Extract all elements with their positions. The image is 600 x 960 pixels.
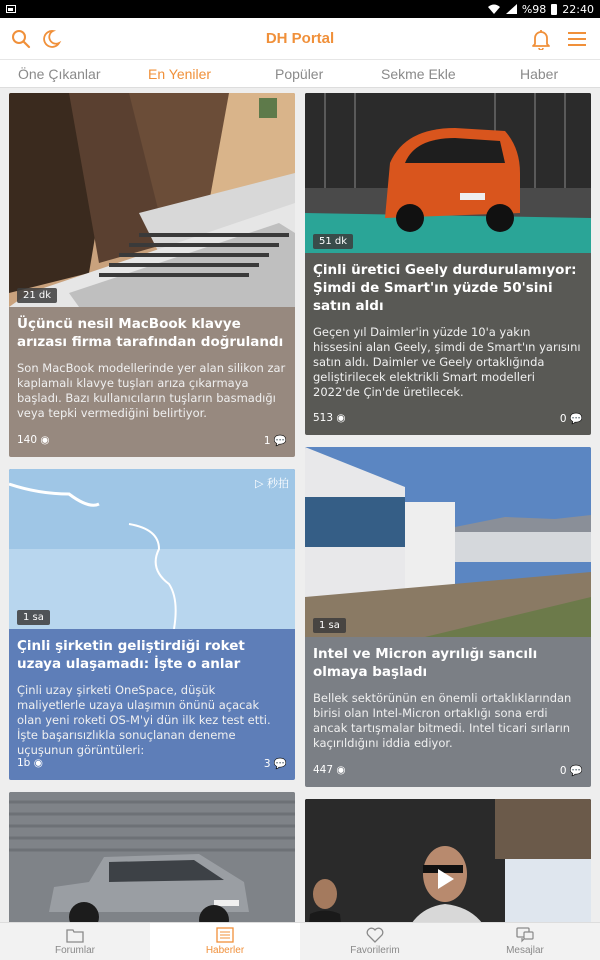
card-summary: Geçen yıl Daimler'in yüzde 10'a yakın hissesini alan Geely, şimdi de Smart'ın yarısını satın aldı. Daimler ve Geely ortaklığında geliştirilecek elektrikli Smart modelleri 2022'de Çin'de üretilecek. xyxy=(313,325,581,399)
news-image-macbook xyxy=(9,93,295,307)
tab-featured[interactable]: Öne Çıkanlar xyxy=(18,66,101,82)
signal-icon xyxy=(506,4,517,14)
battery-percent: %98 xyxy=(521,2,547,16)
eye-icon: ◉ xyxy=(33,757,43,769)
time-badge: 1 sa xyxy=(313,618,346,633)
tab-add-tab[interactable]: Sekme Ekle xyxy=(381,66,456,82)
nav-label: Favorilerim xyxy=(350,945,400,956)
card-meta xyxy=(313,412,583,425)
comment-count: 3 💬 xyxy=(263,758,287,770)
video-watermark: ▷ 秒拍 xyxy=(255,477,289,490)
card-meta xyxy=(313,764,583,777)
bottom-navigation xyxy=(0,922,600,960)
battery-icon xyxy=(551,4,557,15)
nav-favorites[interactable] xyxy=(300,923,450,960)
nav-forums[interactable] xyxy=(0,923,150,960)
comment-icon: 💬 xyxy=(273,758,287,770)
play-icon[interactable] xyxy=(438,869,454,889)
hamburger-menu-icon[interactable] xyxy=(566,28,588,50)
view-count: 513 ◉ xyxy=(313,412,346,424)
eye-icon: ◉ xyxy=(336,412,346,424)
news-image-factory xyxy=(305,447,591,637)
card-body xyxy=(305,637,591,759)
card-title: Çinli üretici Geely durdurulamıyor: Şimdi de Smart'ın yüzde 50'sini satın aldı xyxy=(313,262,577,314)
category-tabs xyxy=(0,60,600,88)
status-bar xyxy=(0,0,600,18)
card-meta xyxy=(17,757,287,770)
tab-popular[interactable]: Popüler xyxy=(275,66,324,82)
tab-latest[interactable]: En Yeniler xyxy=(148,66,212,82)
news-card-rocket[interactable] xyxy=(9,469,295,780)
comment-icon: 💬 xyxy=(569,413,583,425)
time-badge: 1 sa xyxy=(17,610,50,625)
nav-label: Haberler xyxy=(205,945,245,956)
nav-label: Mesajlar xyxy=(506,945,544,956)
time-badge: 51 dk xyxy=(313,234,353,249)
comment-count: 0 💬 xyxy=(559,765,583,777)
app-title: DH Portal xyxy=(265,30,335,47)
card-summary: Son MacBook modellerinde yer alan silikon zar kaplamalı klavye tuşları arıza çıkarmaya başladı. Bazı kullanıcıların tuşların basmadığı veya tepki vermediğini belirtiyor. xyxy=(17,361,286,420)
app-bar xyxy=(0,18,600,60)
view-count: 140 ◉ xyxy=(17,434,50,446)
news-card-intel-micron[interactable] xyxy=(305,447,591,787)
card-meta xyxy=(17,434,287,447)
nav-label: Forumlar xyxy=(54,945,95,956)
comment-count: 1 💬 xyxy=(263,435,287,447)
news-card-geely-smart[interactable] xyxy=(305,93,591,435)
card-summary: Bellek sektörünün en önemli ortaklıklarından birisi olan Intel-Micron ortaklığı sona erdi ancak tartışmalar bitmedi. Intel ticari sırların kaçırıldığını iddia ediyor. xyxy=(313,691,572,750)
wifi-icon xyxy=(487,4,501,14)
comment-icon: 💬 xyxy=(569,765,583,777)
card-body xyxy=(9,307,295,429)
news-image-smart-car xyxy=(305,93,591,253)
view-count: 1b ◉ xyxy=(17,757,43,769)
eye-icon: ◉ xyxy=(336,764,346,776)
newspaper-icon xyxy=(216,927,234,943)
card-body xyxy=(9,629,295,766)
clock: 22:40 xyxy=(562,2,594,16)
card-title: Intel ve Micron ayrılığı sancılı olmaya başladı xyxy=(313,646,538,680)
chat-icon xyxy=(516,927,534,943)
card-summary: Çinli uzay şirketi OneSpace, düşük maliyetlerle uzaya ulaşımın önünü açacak olan yeni roketi OS-M'yi dün ilk kez test etti. İşte başarısızlıkla sonuçlanan deneme uçuşunun görüntüleri: xyxy=(17,683,271,757)
nav-news[interactable] xyxy=(150,923,300,960)
gallery-notification-icon xyxy=(6,5,16,13)
bell-icon[interactable] xyxy=(530,28,552,50)
nav-messages[interactable] xyxy=(450,923,600,960)
comment-icon: 💬 xyxy=(273,435,287,447)
time-badge: 21 dk xyxy=(17,288,57,303)
news-card-macbook[interactable] xyxy=(9,93,295,457)
card-body xyxy=(305,253,591,408)
comment-count: 0 💬 xyxy=(559,413,583,425)
view-count: 447 ◉ xyxy=(313,764,346,776)
tab-news[interactable]: Haber xyxy=(520,66,559,82)
card-title: Üçüncü nesil MacBook klavye arızası firma tarafından doğrulandı xyxy=(17,316,284,350)
folder-icon xyxy=(66,927,84,943)
eye-icon: ◉ xyxy=(40,434,50,446)
card-title: Çinli şirketin geliştirdiği roket uzaya ulaşamadı: İşte o anlar xyxy=(17,638,245,672)
heart-icon xyxy=(366,927,384,943)
news-image-rocket-trail xyxy=(9,469,295,629)
